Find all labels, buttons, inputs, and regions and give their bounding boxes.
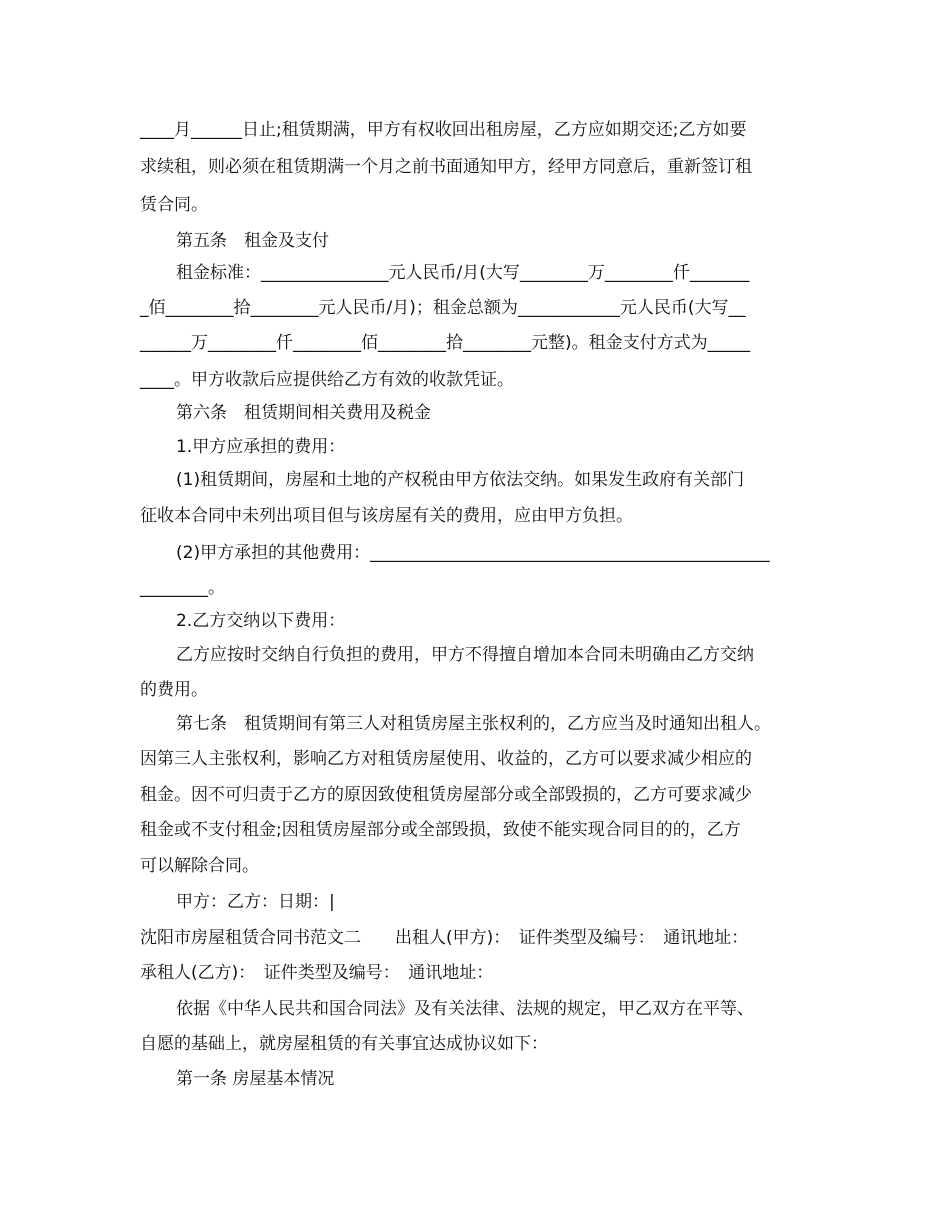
text-line: 租金。因不可归责于乙方的原因致使租赁房屋部分或全部毁损的，乙方可要求减少 [140,785,752,805]
text-line: 承租人(乙方)： 证件类型及编号： 通讯地址： [140,963,494,983]
section-heading: 第七条 租赁期间有第三人对租赁房屋主张权利的，乙方应当及时通知出租人。 [176,714,771,734]
text-line: 赁合同。 [140,195,208,215]
text-line: _佰________拾________元人民币/月)；租金总额为____________元人民币(大写__ [140,298,746,318]
text-line: ____。甲方收款后应提供给乙方有效的收款凭证。 [140,370,514,390]
text-line: 征收本合同中未列出项目但与该房屋有关的费用，应由甲方负担。 [140,506,633,526]
text-line: (1)租赁期间，房屋和土地的产权税由甲方依法交纳。如果发生政府有关部门 [176,470,745,490]
section-heading: 第一条 房屋基本情况 [176,1069,335,1089]
text-line: (2)甲方承担的其他费用：_______________________________________________ [176,543,770,563]
text-line: 租金或不支付租金;因租赁房屋部分或全部毁损，致使不能实现合同目的的，乙方 [140,820,741,840]
text-line: ______万________仟________佰________拾________元整)。租金支付方式为_____ [140,333,751,353]
section-heading: 第五条 租金及支付 [176,231,329,251]
text-line: ____月______日止;租赁期满，甲方有权收回出租房屋，乙方应如期交还;乙方如要 [140,120,747,140]
text-line: 2.乙方交纳以下费用： [176,611,346,631]
signature-line: 甲方：乙方：日期：| [176,892,335,912]
text-line: 1.甲方应承担的费用： [176,437,346,457]
text-line: 因第三人主张权利，影响乙方对租赁房屋使用、收益的，乙方可以要求减少相应的 [140,749,752,769]
document-title-line: 沈阳市房屋租赁合同书范文二 出租人(甲方)： 证件类型及编号： 通讯地址： [140,928,749,948]
text-line: 求续租，则必须在租赁期满一个月之前书面通知甲方，经甲方同意后，重新签订租 [140,157,752,177]
text-line: 的费用。 [140,680,208,700]
section-heading: 第六条 租赁期间相关费用及税金 [176,403,431,423]
text-line: 自愿的基础上，就房屋租赁的有关事宜达成协议如下： [140,1034,548,1054]
text-line: 租金标准：_______________元人民币/月(大写________万________仟_______ [176,263,750,283]
text-line: ________。 [140,578,225,598]
text-line: 可以解除合同。 [140,856,259,876]
text-line: 依据《中华人民共和国合同法》及有关法律、法规的规定，甲乙双方在平等、 [176,999,754,1019]
text-line: 乙方应按时交纳自行负担的费用，甲方不得擅自增加本合同未明确由乙方交纳 [176,645,754,665]
